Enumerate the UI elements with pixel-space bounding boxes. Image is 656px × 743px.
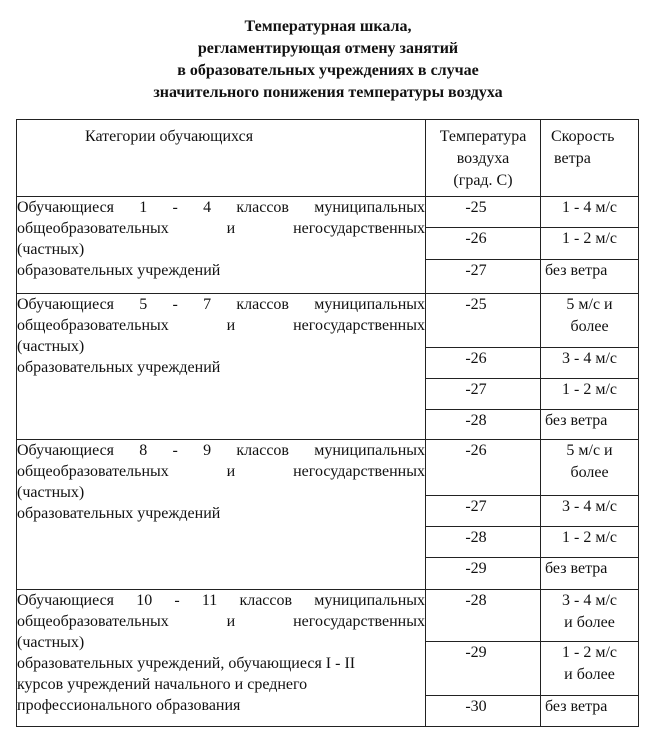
wind-cell: 5 м/с и более (541, 294, 639, 348)
wind-cell: без ветра (541, 558, 639, 590)
wind-cell: 3 - 4 м/с и более (541, 590, 639, 642)
header-wind: Скорость ветра (541, 120, 639, 197)
wind-cell: 1 - 2 м/с (541, 228, 639, 260)
wind-cell: 1 - 4 м/с (541, 197, 639, 228)
temperature-cell: -28 (426, 527, 541, 558)
category-cell: Обучающиеся 5 - 7 классов муниципальных общеобразовательных и негосударственных (частных) образовательных учреждений (17, 294, 426, 440)
temperature-cell: -30 (426, 696, 541, 727)
category-cell: Обучающиеся 10 - 11 классов муниципальных общеобразовательных и негосударственных (частных) образовательных учреждений, обучающиеся I - II курсов учреждений начального и среднего профессионального образования (17, 590, 426, 727)
temperature-cell: -27 (426, 496, 541, 527)
temperature-cell: -28 (426, 590, 541, 642)
temperature-cell: -26 (426, 348, 541, 379)
temperature-cell: -27 (426, 260, 541, 294)
title-line: Температурная шкала, (244, 18, 412, 35)
wind-cell: 3 - 4 м/с (541, 496, 639, 527)
table-row (17, 590, 639, 642)
temperature-cell: -25 (426, 197, 541, 228)
title-line: значительного понижения температуры воздуха (153, 84, 503, 101)
temperature-cell: -29 (426, 642, 541, 696)
temperature-cell: -26 (426, 228, 541, 260)
temperature-cell: -27 (426, 379, 541, 410)
wind-cell: без ветра (541, 260, 639, 294)
temperature-cell: -28 (426, 410, 541, 440)
title-line: регламентирующая отмену занятий (197, 40, 459, 57)
table-row (17, 197, 639, 228)
temperature-scale-table (16, 119, 639, 727)
table-header-row (17, 120, 639, 197)
category-cell: Обучающиеся 8 - 9 классов муниципальных общеобразовательных и негосударственных (частных) образовательных учреждений (17, 440, 426, 590)
wind-cell: 1 - 2 м/с и более (541, 642, 639, 696)
wind-cell: без ветра (541, 410, 639, 440)
wind-cell: 1 - 2 м/с (541, 379, 639, 410)
wind-cell: 3 - 4 м/с (541, 348, 639, 379)
wind-cell: 5 м/с и более (541, 440, 639, 496)
temperature-cell: -26 (426, 440, 541, 496)
document-title (0, 16, 656, 104)
category-cell: Обучающиеся 1 - 4 классов муниципальных общеобразовательных и негосударственных (частных) образовательных учреждений (17, 197, 426, 294)
temperature-cell: -29 (426, 558, 541, 590)
temperature-cell: -25 (426, 294, 541, 348)
wind-cell: без ветра (541, 696, 639, 727)
title-line: в образовательных учреждениях в случае (177, 62, 479, 79)
table-row (17, 440, 639, 496)
table-row (17, 294, 639, 348)
header-temperature: Температура воздуха (град. С) (426, 120, 541, 197)
header-category: Категории обучающихся (17, 120, 426, 197)
wind-cell: 1 - 2 м/с (541, 527, 639, 558)
